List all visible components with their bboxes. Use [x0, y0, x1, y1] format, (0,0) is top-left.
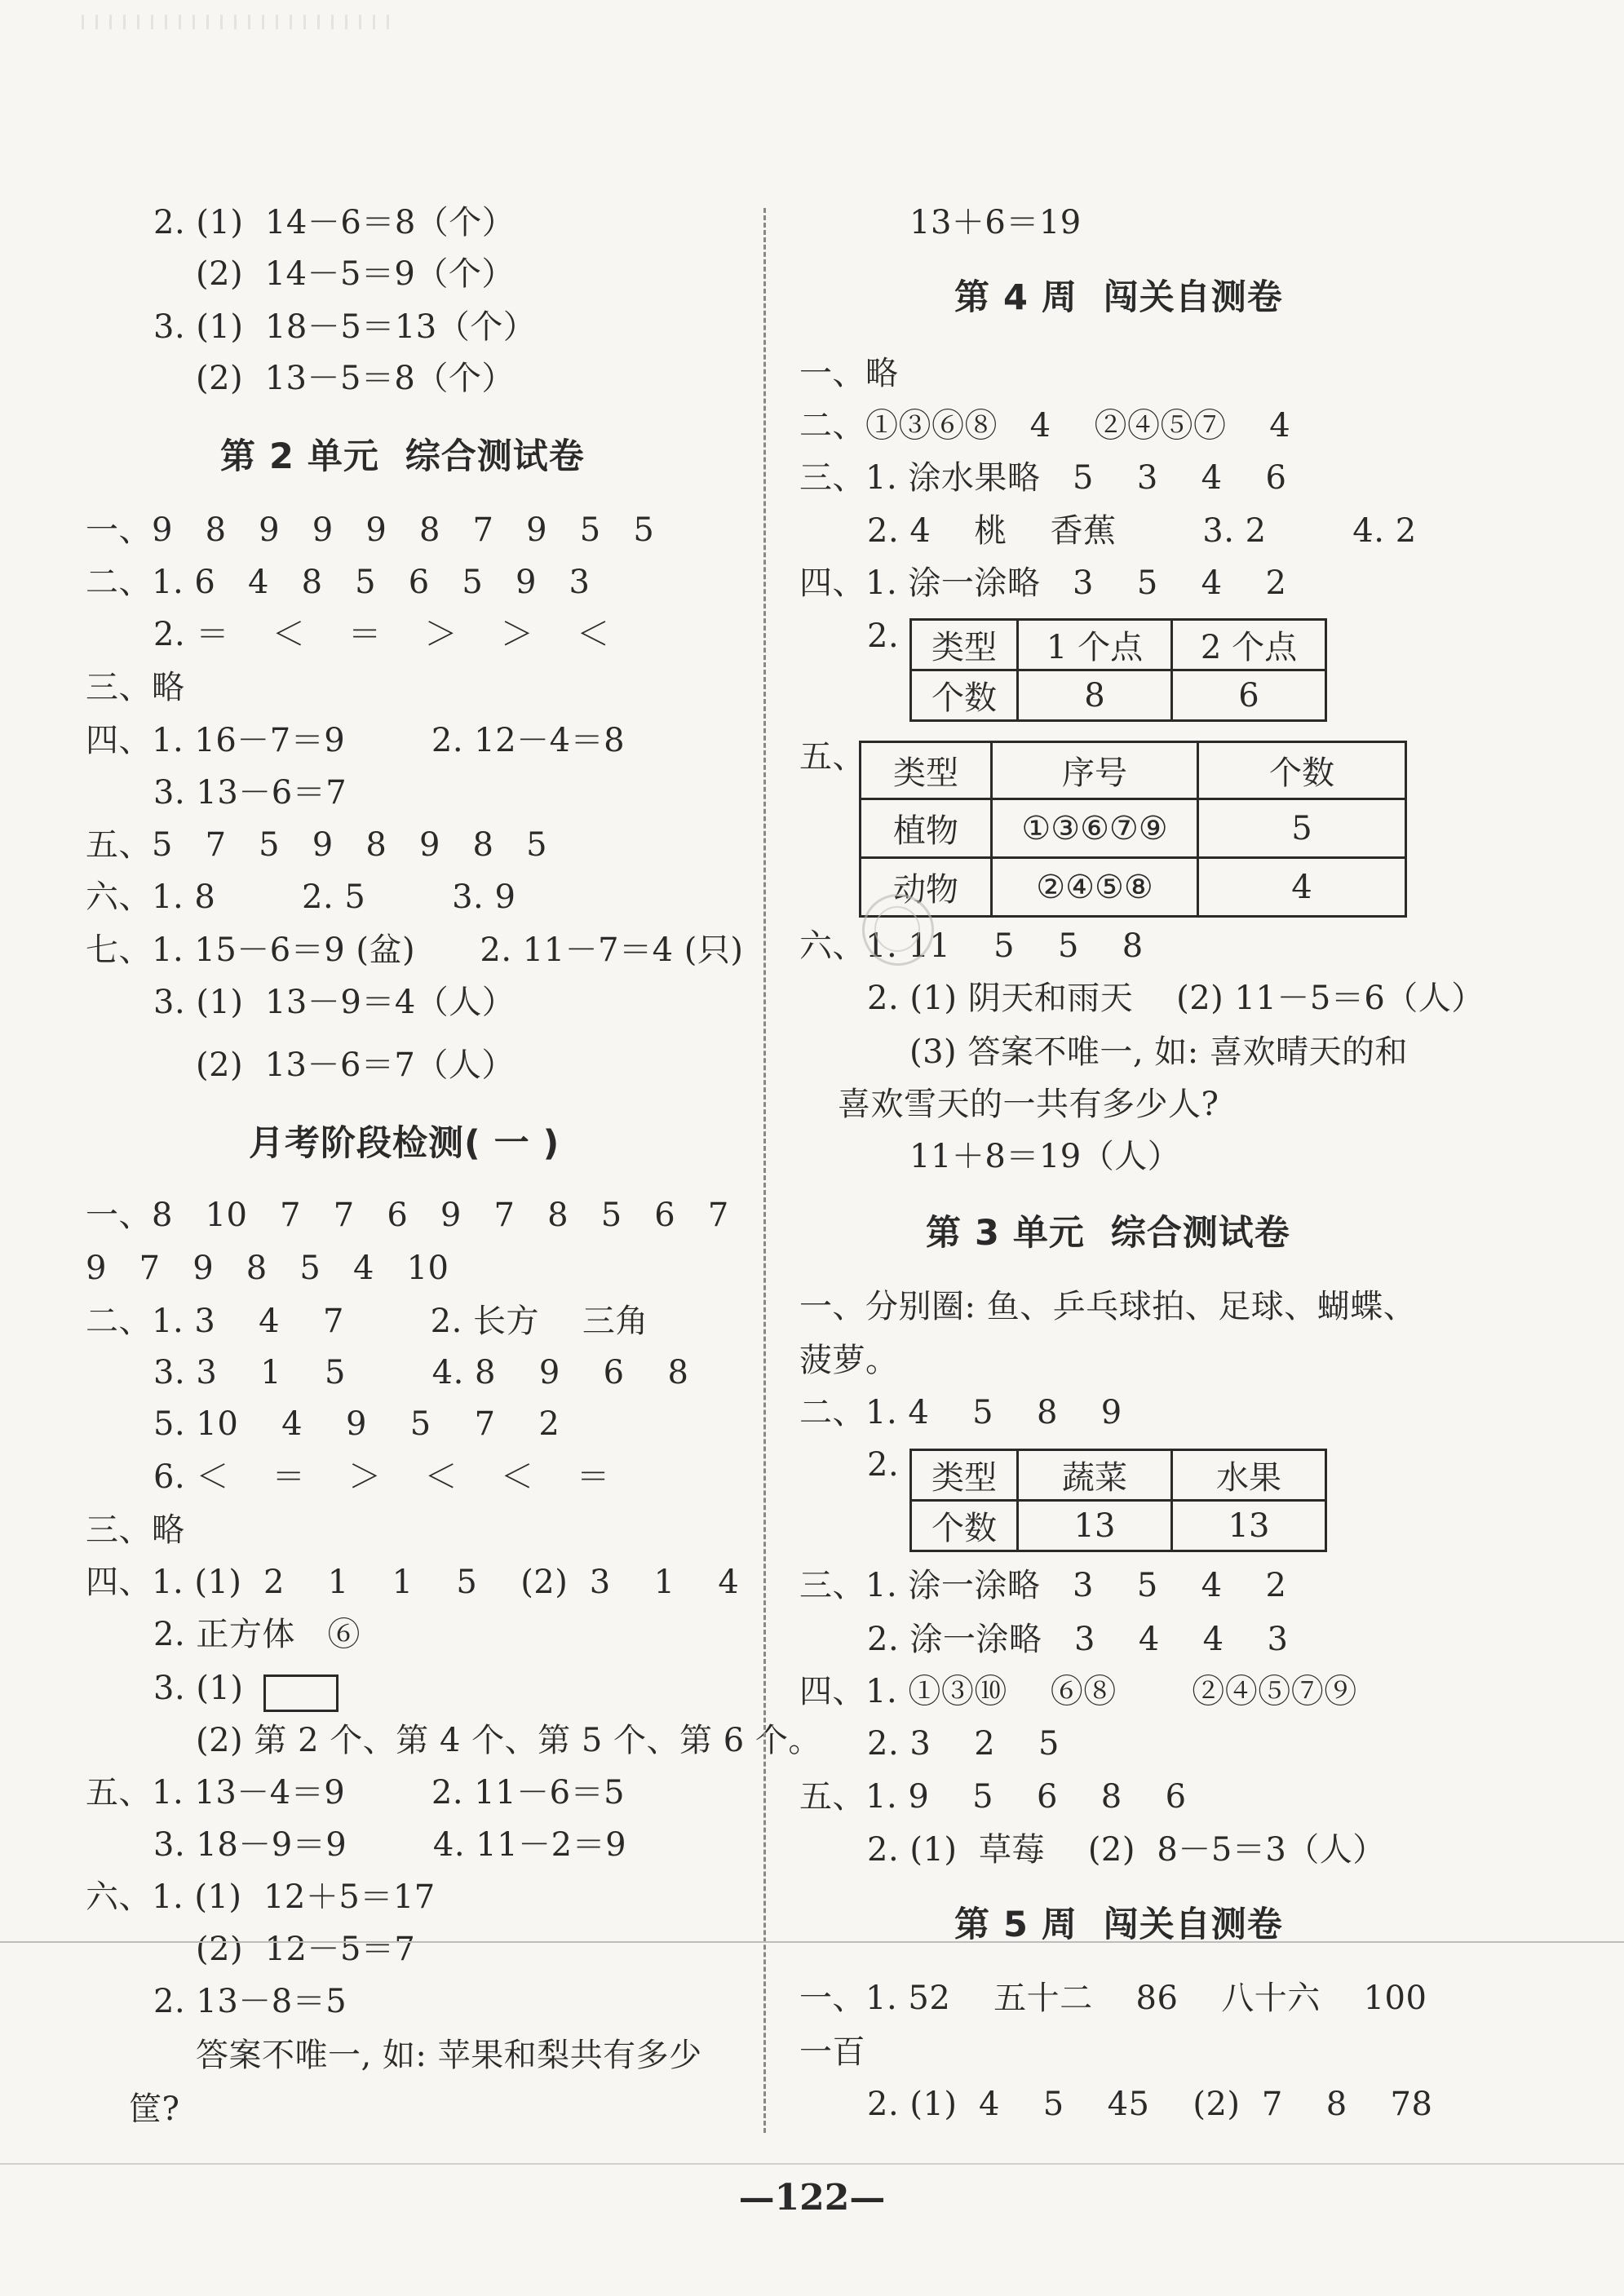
answer-line: (3) 答案不唯一, 如: 喜欢晴天的和	[909, 1033, 1408, 1071]
answer-line: 2. (1) 14－6＝8（个）	[153, 204, 516, 241]
section-title: 第 3 单元 综合测试卷	[926, 1213, 1290, 1254]
table-cell: ①③⑥⑦⑨	[992, 799, 1198, 858]
answer-line: 六、1. (1) 12＋5＝17	[86, 1878, 436, 1916]
table-cell: 8	[1018, 670, 1172, 721]
answer-line: 喜欢雪天的一共有多少人?	[838, 1086, 1219, 1123]
answer-line: 四、1. (1) 2 1 1 5 (2) 3 1 4	[86, 1564, 740, 1601]
answer-line: 五、1. 9 5 6 8 6	[799, 1778, 1187, 1816]
answer-line: 五、5 7 5 9 8 9 8 5	[86, 826, 548, 864]
answer-line: 3. (1)	[153, 1670, 244, 1707]
vegetable-fruit-table	[909, 1449, 1327, 1552]
answer-line: (2) 13－6＝7（人）	[196, 1046, 515, 1084]
answer-line: 二、1. 3 4 7 2. 长方 三角	[86, 1303, 648, 1340]
table-cell: 动物	[861, 858, 992, 917]
section-title: 月考阶段检测( 一 )	[249, 1123, 560, 1164]
answer-line: 2. (1) 草莓 (2) 8－5＝3（人）	[867, 1831, 1386, 1869]
answer-line: 2. ＝ ＜ ＝ ＞ ＞ ＜	[153, 616, 610, 653]
answer-line: 二、①③⑥⑧ 4 ②④⑤⑦ 4	[799, 407, 1291, 445]
answer-line: 一、略	[799, 355, 899, 392]
answer-line: 一、9 8 9 9 9 8 7 9 5 5	[86, 511, 655, 549]
answer-line: 13＋6＝19	[909, 204, 1082, 241]
answer-line: 筐?	[129, 2090, 180, 2128]
answer-line: 11＋8＝19（人）	[909, 1138, 1181, 1175]
answer-line: 一、8 10 7 7 6 9 7 8 5 6 7	[86, 1197, 729, 1234]
table-header: 类型	[911, 620, 1018, 670]
answer-line: 四、1. ①③⑩ ⑥⑧ ②④⑤⑦⑨	[799, 1673, 1357, 1710]
table-header: 类型	[861, 742, 992, 799]
answer-line: 三、1. 涂一涂略 3 5 4 2	[799, 1567, 1287, 1604]
table-header: 1 个点	[1018, 620, 1172, 670]
answer-line: 三、略	[86, 669, 185, 706]
table-cell: 13	[1172, 1501, 1326, 1551]
table-cell: 植物	[861, 799, 992, 858]
answer-line: 五、	[799, 738, 865, 776]
answer-line: 六、1. 11 5 5 8	[799, 927, 1144, 965]
answer-line: 2. 3 2 5	[867, 1725, 1060, 1763]
answer-line: 五、1. 13－4＝9 2. 11－6＝5	[86, 1774, 626, 1812]
answer-line: 六、1. 8 2. 5 3. 9	[86, 878, 516, 916]
answer-line: 3. (1) 18－5＝13（个）	[153, 308, 537, 346]
section-title: 第 4 周 闯关自测卷	[954, 277, 1283, 318]
rectangle-drawing	[263, 1674, 339, 1712]
answer-line: 2. 正方体 ⑥	[153, 1616, 361, 1653]
table-cell: 13	[1018, 1501, 1172, 1551]
answer-line: (2) 第 2 个、第 4 个、第 5 个、第 6 个。	[196, 1722, 821, 1759]
watermark-stamp	[862, 894, 934, 966]
answer-line: (2) 13－5＝8（个）	[196, 360, 515, 397]
table-header: 个数	[1198, 742, 1406, 799]
section-title: 第 5 周 闯关自测卷	[954, 1904, 1283, 1945]
table-cell: 4	[1198, 858, 1406, 917]
answer-line: 3. 18－9＝9 4. 11－2＝9	[153, 1826, 627, 1864]
answer-line: 答案不唯一, 如: 苹果和梨共有多少	[196, 2037, 702, 2074]
scan-noise	[82, 15, 392, 29]
dots-table	[909, 618, 1327, 722]
answer-line: (2) 12－5＝7	[196, 1931, 416, 1968]
table-cell: 个数	[911, 670, 1018, 721]
answer-line: 2. (1) 4 5 45 (2) 7 8 78	[867, 2086, 1433, 2123]
answer-line: 2. 4 桃 香蕉 3. 2 4. 2	[867, 512, 1417, 550]
answer-line: 一、分别圈: 鱼、乒乓球拍、足球、蝴蝶、	[799, 1288, 1417, 1325]
answer-line: 四、1. 16－7＝9 2. 12－4＝8	[86, 722, 626, 759]
table-cell: 个数	[911, 1501, 1018, 1551]
table-header: 序号	[992, 742, 1198, 799]
table-header: 蔬菜	[1018, 1450, 1172, 1501]
answer-line: 5. 10 4 9 5 7 2	[153, 1405, 560, 1443]
answer-line: 三、1. 涂水果略 5 3 4 6	[799, 459, 1287, 497]
answer-line: 6. ＜ ＝ ＞ ＜ ＜ ＝	[153, 1458, 610, 1496]
answer-line: 二、1. 6 4 8 5 6 5 9 3	[86, 564, 591, 601]
answer-line: 四、1. 涂一涂略 3 5 4 2	[799, 564, 1287, 602]
section-title: 第 2 单元 综合测试卷	[220, 436, 585, 477]
answer-line: (2) 14－5＝9（个）	[196, 255, 515, 293]
table-cell: ②④⑤⑧	[992, 858, 1198, 917]
answer-line: 三、略	[86, 1511, 185, 1549]
answer-line: 菠萝。	[799, 1342, 899, 1379]
answer-line: 3. 3 1 5 4. 8 9 6 8	[153, 1354, 689, 1391]
answer-line: 9 7 9 8 5 4 10	[86, 1250, 449, 1287]
table-header: 类型	[911, 1450, 1018, 1501]
answer-line: 一、1. 52 五十二 86 八十六 100	[799, 1980, 1427, 2017]
answer-line: 二、1. 4 5 8 9	[799, 1394, 1122, 1431]
answer-line: 2. 13－8＝5	[153, 1983, 347, 2020]
column-divider	[763, 208, 766, 2133]
page-number: —122—	[738, 2177, 886, 2219]
fold-line	[0, 1941, 1624, 1943]
answer-line: 一百	[799, 2033, 865, 2071]
answer-line: 2. (1) 阴天和雨天 (2) 11－5＝6（人）	[867, 980, 1485, 1017]
table-header: 水果	[1172, 1450, 1326, 1501]
plants-animals-table	[859, 741, 1407, 918]
answer-line: 3. 13－6＝7	[153, 774, 347, 812]
table-header: 2 个点	[1172, 620, 1326, 670]
answer-line: 3. (1) 13－9＝4（人）	[153, 984, 516, 1021]
answer-line: 2.	[867, 1446, 900, 1484]
table-cell: 5	[1198, 799, 1406, 858]
table-cell: 6	[1172, 670, 1326, 721]
footer-rule	[0, 2163, 1624, 2165]
answer-line: 2. 涂一涂略 3 4 4 3	[867, 1621, 1289, 1658]
answer-line: 2.	[867, 617, 900, 655]
answer-line: 七、1. 15－6＝9 (盆) 2. 11－7＝4 (只)	[86, 931, 744, 969]
